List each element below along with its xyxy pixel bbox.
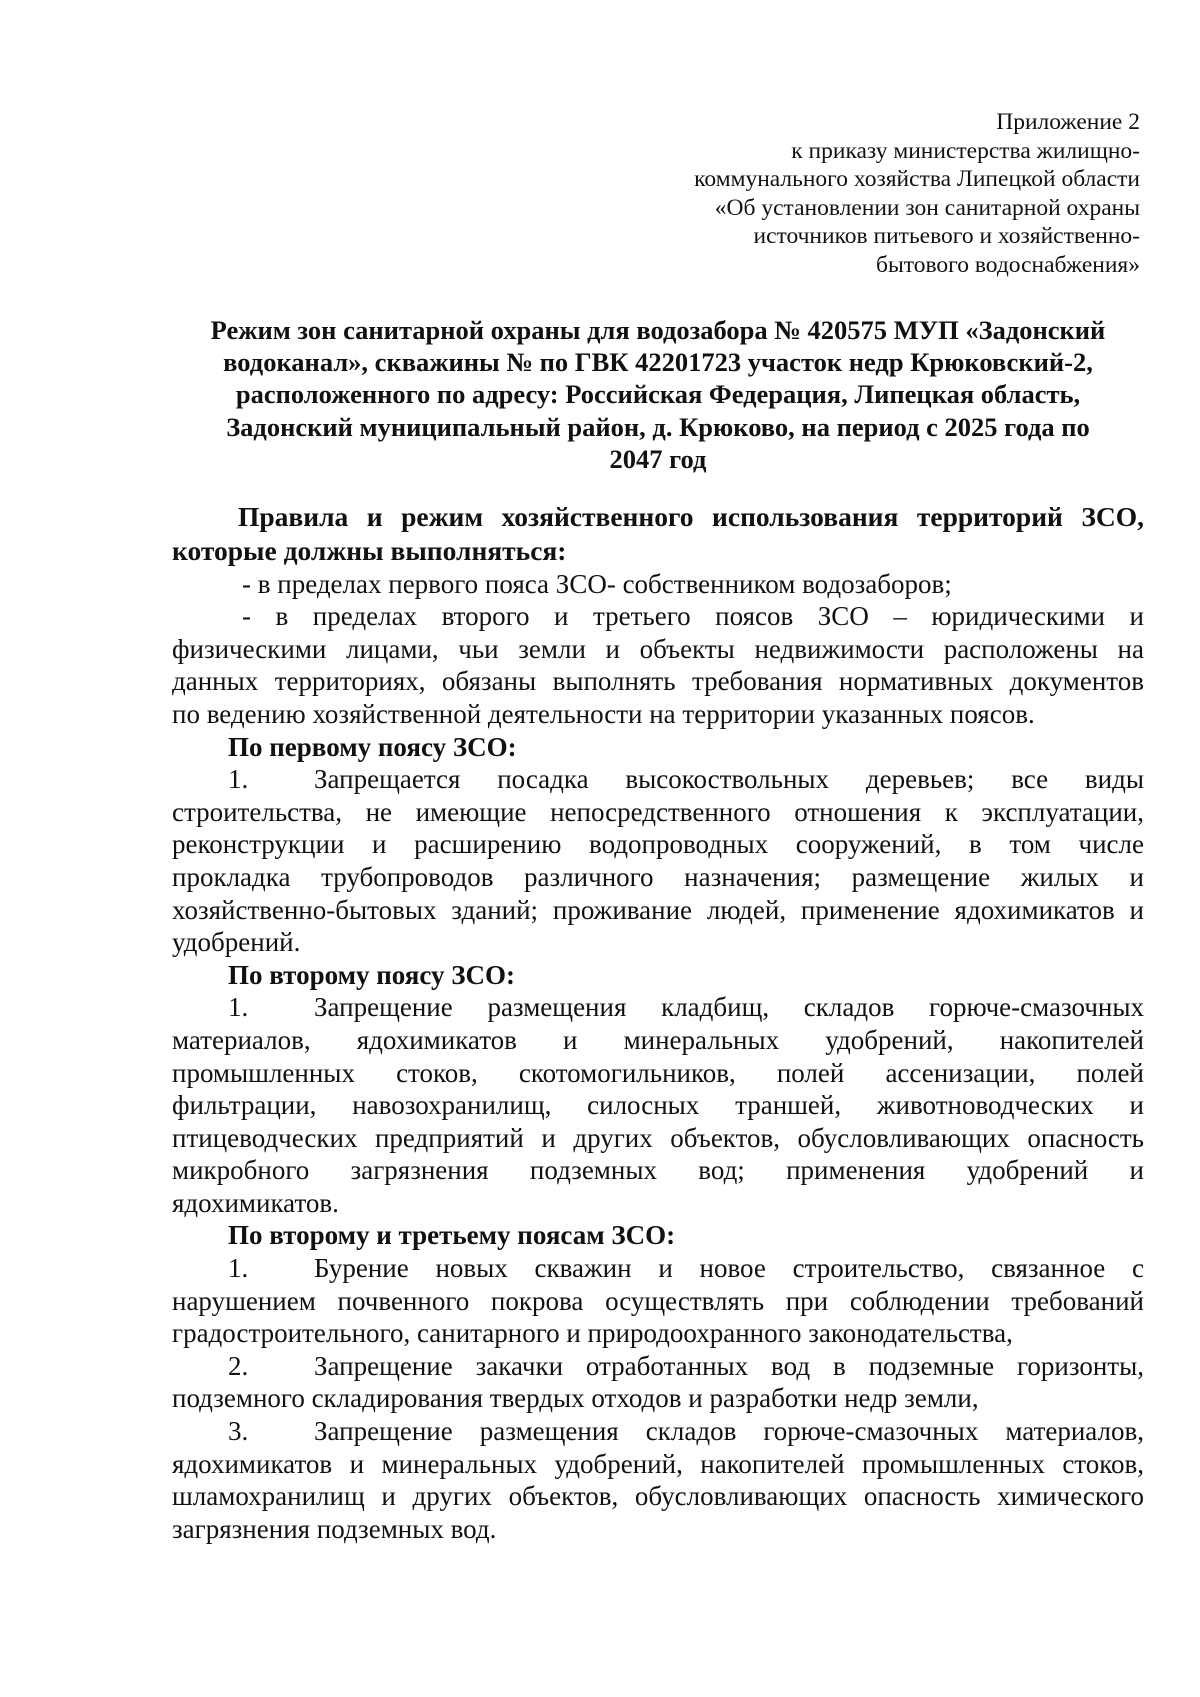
appendix-header xyxy=(172,108,1144,280)
zone2-item-1 xyxy=(172,991,1144,1024)
item-text: шламохранилищ и других объектов, обусловливающих опасность химического xyxy=(172,1481,1144,1512)
item-text: Запрещение размещения складов горюче-смазочных материалов, xyxy=(314,1416,1144,1447)
item-text: ядохимикатов и минеральных удобрений, накопителей промышленных стоков, xyxy=(172,1448,1144,1479)
zone1-title: По первому поясу ЗСО: xyxy=(228,731,517,762)
item-number: 2. xyxy=(228,1350,249,1381)
rules-bullet-text: данных территориях, обязаны выполнять требования нормативных документов xyxy=(172,666,1144,697)
item-text: загрязнения подземных вод. xyxy=(172,1513,497,1544)
item-text: градостроительного, санитарного и природоохранного законодательства, xyxy=(172,1318,1013,1349)
appendix-header-line: источников питьевого и хозяйственно- xyxy=(753,223,1140,250)
item-text: микробного загрязнения подземных вод; применения удобрений и xyxy=(172,1155,1144,1186)
item-text: Запрещение размещения кладбищ, складов горюче-смазочных xyxy=(314,992,1144,1023)
rules-bullet-text: по ведению хозяйственной деятельности на территории указанных поясов. xyxy=(172,698,1035,729)
item-text: удобрений. xyxy=(172,927,301,958)
item-text: подземного складирования твердых отходов и разработки недр земли, xyxy=(172,1383,979,1414)
rules-heading-continued: которые должны выполняться: xyxy=(172,534,567,566)
item-text: нарушением почвенного покрова осуществлять при соблюдении требований xyxy=(172,1285,1144,1316)
item-number: 1. xyxy=(228,1253,249,1284)
item-text: Запрещается посадка высокоствольных деревьев; все виды xyxy=(314,764,1144,795)
zone23-item-2 xyxy=(172,1350,1144,1383)
rules-bullet-first-zone: - в пределах первого пояса ЗСО- собственником водозаборов; xyxy=(242,568,952,599)
item-number: 1. xyxy=(228,992,249,1023)
item-text: фильтрации, навозохранилищ, силосных траншей, животноводческих и xyxy=(172,1090,1144,1121)
rules-bullet-text: физическими лицами, чьи земли и объекты недвижимости расположены на xyxy=(172,633,1144,664)
zone2-title: По второму поясу ЗСО: xyxy=(228,959,515,990)
item-text: строительства, не имеющие непосредственного отношения к эксплуатации, xyxy=(172,796,1144,827)
rules-heading: Правила и режим хозяйственного использования территорий ЗСО, xyxy=(238,500,1144,532)
item-text: реконструкции и расширению водопроводных сооружений, в том числе xyxy=(172,829,1144,860)
appendix-header-line: бытового водоснабжения» xyxy=(876,251,1140,278)
item-text: птицеводческих предприятий и других объектов, обусловливающих опасность xyxy=(172,1122,1144,1153)
zone1-item-1 xyxy=(172,763,1144,796)
appendix-header-line: коммунального хозяйства Липецкой области xyxy=(694,166,1140,193)
document-title xyxy=(172,314,1144,476)
zone23-item-1 xyxy=(172,1252,1144,1285)
item-text: хозяйственно-бытовых зданий; проживание людей, применение ядохимикатов и xyxy=(172,894,1144,925)
document-body xyxy=(172,500,1144,1546)
document-title-line: водоканал», скважины № по ГВК 42201723 участок недр Крюковский-2, xyxy=(223,346,1093,377)
item-text: промышленных стоков, скотомогильников, полей ассенизации, полей xyxy=(172,1057,1144,1088)
appendix-header-line: «Об установлении зон санитарной охраны xyxy=(714,194,1140,221)
item-text: ядохимикатов. xyxy=(172,1187,339,1218)
appendix-header-line: Приложение 2 xyxy=(996,109,1140,135)
item-text: Бурение новых скважин и новое строительство, связанное с xyxy=(314,1253,1144,1284)
document-page xyxy=(172,108,1144,1545)
document-title-line: 2047 год xyxy=(609,444,707,475)
item-text: материалов, ядохимикатов и минеральных удобрений, накопителей xyxy=(172,1024,1144,1055)
appendix-header-line: к приказу министерства жилищно- xyxy=(791,137,1140,164)
item-number: 1. xyxy=(228,764,249,795)
rules-bullet-second-third-zone: - в пределах второго и третьего поясов ЗСО – юридическими и xyxy=(242,601,1144,632)
item-text: Запрещение закачки отработанных вод в подземные горизонты, xyxy=(314,1350,1144,1381)
document-title-line: Режим зон санитарной охраны для водозабора № 420575 МУП «Задонский xyxy=(210,314,1106,345)
item-text: прокладка трубопроводов различного назначения; размещение жилых и xyxy=(172,861,1144,892)
zone23-title: По второму и третьему поясам ЗСО: xyxy=(228,1220,676,1251)
document-title-line: расположенного по адресу: Российская Федерация, Липецкая область, xyxy=(235,379,1081,410)
item-number: 3. xyxy=(228,1416,249,1447)
document-title-line: Задонский муниципальный район, д. Крюково, на период с 2025 года по xyxy=(226,411,1090,442)
zone23-item-3 xyxy=(172,1415,1144,1448)
